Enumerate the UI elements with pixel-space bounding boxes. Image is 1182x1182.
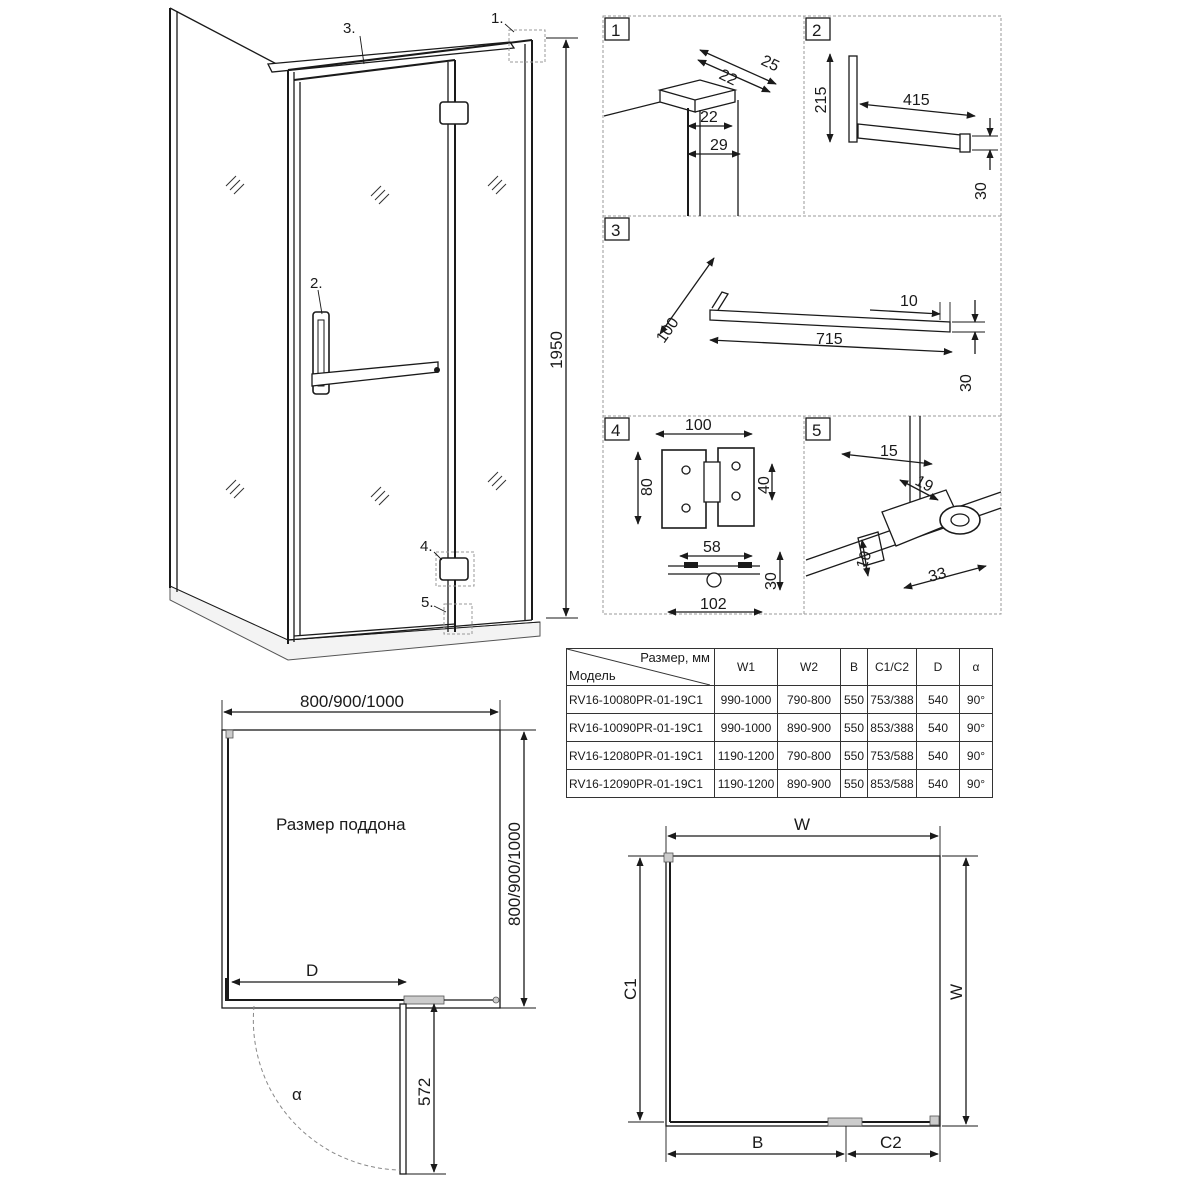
col-header: D — [917, 649, 960, 686]
table-cell: 890-900 — [778, 770, 841, 798]
spec-table — [566, 648, 993, 798]
col-header: W1 — [715, 649, 778, 686]
svg-text:215: 215 — [813, 86, 830, 114]
callout-1: 1. — [491, 10, 504, 27]
svg-text:415: 415 — [903, 92, 930, 109]
table-cell: 540 — [917, 742, 960, 770]
svg-text:5: 5 — [812, 421, 822, 440]
svg-text:33: 33 — [926, 564, 949, 586]
table-row — [567, 770, 993, 798]
shower-tray — [170, 586, 540, 660]
svg-text:25: 25 — [758, 52, 782, 76]
svg-text:100: 100 — [653, 314, 683, 347]
enclosure-plan-view — [621, 815, 978, 1162]
lower-hinge — [440, 558, 468, 580]
svg-text:29: 29 — [710, 137, 728, 154]
col-header: B — [841, 649, 868, 686]
table-corner-header — [567, 649, 715, 686]
table-cell: 540 — [917, 770, 960, 798]
svg-text:100: 100 — [685, 417, 712, 434]
height-dimension: 1950 — [547, 331, 566, 369]
svg-text:22: 22 — [716, 66, 740, 90]
svg-text:4: 4 — [611, 421, 621, 440]
tray-plan-view — [222, 692, 536, 1174]
table-cell: 550 — [841, 770, 868, 798]
table-row — [567, 686, 993, 714]
callout-3: 3. — [343, 20, 356, 37]
table-cell: 753/388 — [868, 686, 917, 714]
table-header-row — [567, 649, 993, 686]
table-cell: 550 — [841, 714, 868, 742]
col-header: W2 — [778, 649, 841, 686]
table-cell: 753/588 — [868, 742, 917, 770]
side-glass-panel — [170, 8, 294, 644]
table-cell: RV16-12080PR-01-19C1 — [567, 742, 715, 770]
col-header: α — [960, 649, 993, 686]
swing-angle-label: α — [292, 1085, 302, 1104]
svg-text:102: 102 — [700, 596, 727, 613]
table-cell: 540 — [917, 714, 960, 742]
svg-text:1: 1 — [611, 21, 621, 40]
detail-panel-3 — [605, 218, 985, 392]
upper-hinge — [440, 102, 468, 124]
table-cell: 790-800 — [778, 742, 841, 770]
callout-2: 2. — [310, 275, 323, 292]
width-w-side: W — [947, 983, 966, 1000]
svg-text:22: 22 — [700, 109, 718, 126]
col-header: C1/C2 — [868, 649, 917, 686]
table-row — [567, 714, 993, 742]
table-cell: 990-1000 — [715, 686, 778, 714]
detail-panel-1 — [604, 18, 782, 216]
glass-reflection-marks — [226, 176, 506, 505]
c2-dimension: C2 — [880, 1133, 902, 1152]
table-cell: 90° — [960, 742, 993, 770]
towel-bar — [312, 362, 440, 386]
width-w-top: W — [794, 815, 811, 834]
table-cell: 550 — [841, 686, 868, 714]
svg-text:19: 19 — [912, 472, 936, 496]
svg-text:10: 10 — [900, 293, 918, 310]
svg-text:58: 58 — [703, 539, 721, 556]
table-cell: 90° — [960, 714, 993, 742]
header-size: Размер, мм — [640, 650, 710, 665]
table-cell: 790-800 — [778, 686, 841, 714]
tray-size-label: Размер поддона — [276, 815, 406, 834]
svg-text:30: 30 — [973, 182, 990, 200]
table-cell: RV16-12090PR-01-19C1 — [567, 770, 715, 798]
table-cell: RV16-10090PR-01-19C1 — [567, 714, 715, 742]
table-cell: RV16-10080PR-01-19C1 — [567, 686, 715, 714]
detail-panel-5 — [806, 416, 1001, 588]
table-cell: 890-900 — [778, 714, 841, 742]
header-model: Модель — [569, 668, 616, 683]
detail-panel-2 — [806, 18, 998, 200]
svg-text:30: 30 — [958, 374, 975, 392]
table-cell: 90° — [960, 686, 993, 714]
svg-text:715: 715 — [816, 331, 843, 348]
svg-text:40: 40 — [756, 476, 773, 494]
b-dimension: B — [752, 1133, 764, 1152]
callout-4: 4. — [420, 538, 433, 555]
tray-depth-dimension: 800/900/1000 — [505, 822, 524, 926]
svg-text:80: 80 — [639, 478, 656, 496]
c1-dimension: C1 — [621, 978, 640, 1000]
table-cell: 550 — [841, 742, 868, 770]
table-cell: 1190-1200 — [715, 742, 778, 770]
callout-5: 5. — [421, 594, 434, 611]
svg-text:15: 15 — [880, 443, 898, 460]
shower-isometric-view — [170, 8, 578, 660]
table-row — [567, 742, 993, 770]
svg-text:2: 2 — [812, 21, 822, 40]
table-cell: 853/588 — [868, 770, 917, 798]
table-cell: 853/388 — [868, 714, 917, 742]
table-cell: 1190-1200 — [715, 770, 778, 798]
detail-panel-4 — [605, 417, 780, 613]
table-cell: 90° — [960, 770, 993, 798]
table-cell: 990-1000 — [715, 714, 778, 742]
door-swing-dimension: 572 — [415, 1077, 434, 1106]
svg-text:30: 30 — [763, 572, 780, 590]
svg-text:3: 3 — [611, 221, 621, 240]
tray-width-dimension: 800/900/1000 — [300, 692, 404, 711]
table-cell: 540 — [917, 686, 960, 714]
svg-text:10: 10 — [853, 549, 876, 572]
door-width-d-label: D — [306, 961, 319, 980]
